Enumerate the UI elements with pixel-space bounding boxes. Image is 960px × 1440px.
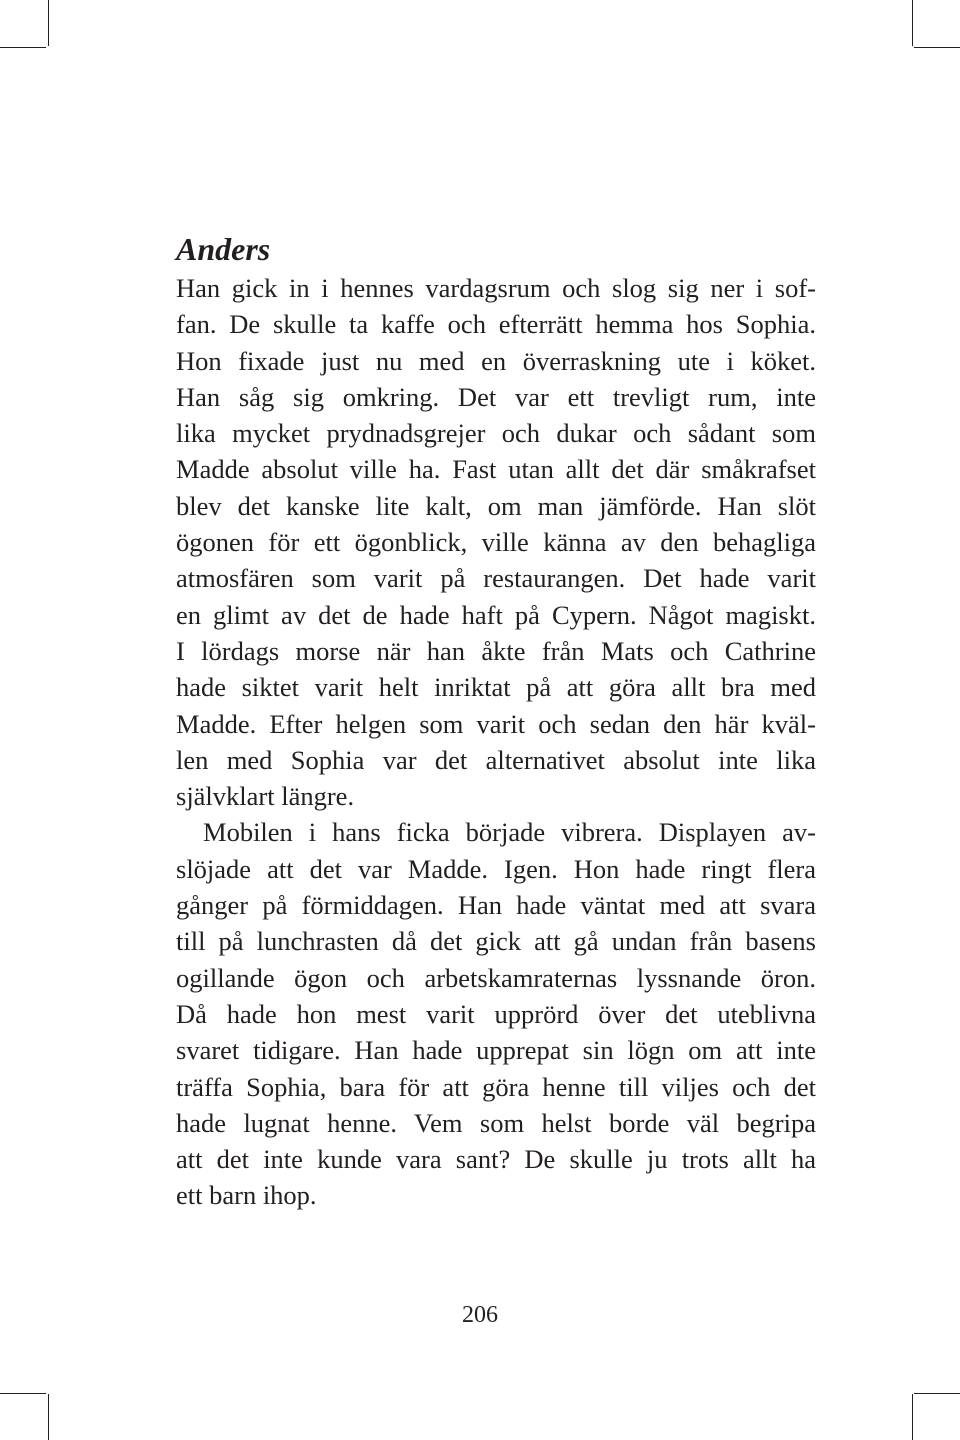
crop-mark-top-right-h xyxy=(914,47,960,48)
crop-mark-top-left-h xyxy=(0,47,46,48)
text-line: ögonen för ett ögonblick, ville känna av den behagliga xyxy=(176,527,816,558)
text-line: till på lunchrasten då det gick att gå undan från basens xyxy=(176,926,816,957)
text-line: gånger på förmiddagen. Han hade väntat med att svara xyxy=(176,890,816,921)
text-line: slöjade att det var Madde. Igen. Hon hade ringt flera xyxy=(176,853,816,884)
crop-mark-bottom-left-h xyxy=(0,1393,46,1394)
chapter-heading: Anders xyxy=(176,231,271,267)
text-line: självklart längre. xyxy=(176,781,355,812)
crop-mark-top-left xyxy=(48,0,49,46)
text-line: träffa Sophia, bara för att göra henne till viljes och det xyxy=(176,1071,816,1102)
text-line: fan. De skulle ta kaffe och efterrätt hemma hos Sophia. xyxy=(176,309,816,340)
text-line: Mobilen i hans ficka började vibrera. Displayen av- xyxy=(203,817,816,848)
text-line: hade lugnat henne. Vem som helst borde väl begripa xyxy=(176,1107,816,1138)
text-line: Han gick in i hennes vardagsrum och slog sig ner i sof- xyxy=(176,273,816,303)
page-content xyxy=(176,229,816,1214)
crop-mark-bottom-right xyxy=(912,1394,913,1440)
text-line: Hon fixade just nu med en överraskning ute i köket. xyxy=(176,345,816,376)
text-line: att det inte kunde vara sant? De skulle ju trots allt ha xyxy=(176,1144,816,1175)
text-line: svaret tidigare. Han hade upprepat sin lögn om att inte xyxy=(176,1035,816,1066)
text-line: lika mycket prydnadsgrejer och dukar och sådant som xyxy=(176,418,816,449)
text-line: atmosfären som varit på restaurangen. Det hade varit xyxy=(176,563,816,594)
text-line: hade siktet varit helt inriktat på att göra allt bra med xyxy=(176,672,816,703)
crop-mark-bottom-left xyxy=(48,1394,49,1440)
body-text xyxy=(176,270,816,1214)
text-line: ett barn ihop. xyxy=(176,1180,317,1211)
text-line: ogillande ögon och arbetskamraternas lyssnande öron. xyxy=(176,962,816,993)
text-line: Madde absolut ville ha. Fast utan allt det där småkrafset xyxy=(176,454,816,485)
crop-mark-bottom-right-h xyxy=(914,1393,960,1394)
text-line: len med Sophia var det alternativet absolut inte lika xyxy=(176,744,816,775)
text-line: I lördags morse när han åkte från Mats och Cathrine xyxy=(176,635,816,666)
text-line: en glimt av det de hade haft på Cypern. Något magiskt. xyxy=(176,599,816,630)
text-line: Då hade hon mest varit upprörd över det uteblivna xyxy=(176,998,816,1029)
text-line: Madde. Efter helgen som varit och sedan den här kväl- xyxy=(176,708,816,739)
page-number: 206 xyxy=(462,1302,498,1328)
crop-mark-top-right xyxy=(912,0,913,46)
text-line: Han såg sig omkring. Det var ett trevligt rum, inte xyxy=(176,381,816,412)
text-line: blev det kanske lite kalt, om man jämförde. Han slöt xyxy=(176,490,816,521)
